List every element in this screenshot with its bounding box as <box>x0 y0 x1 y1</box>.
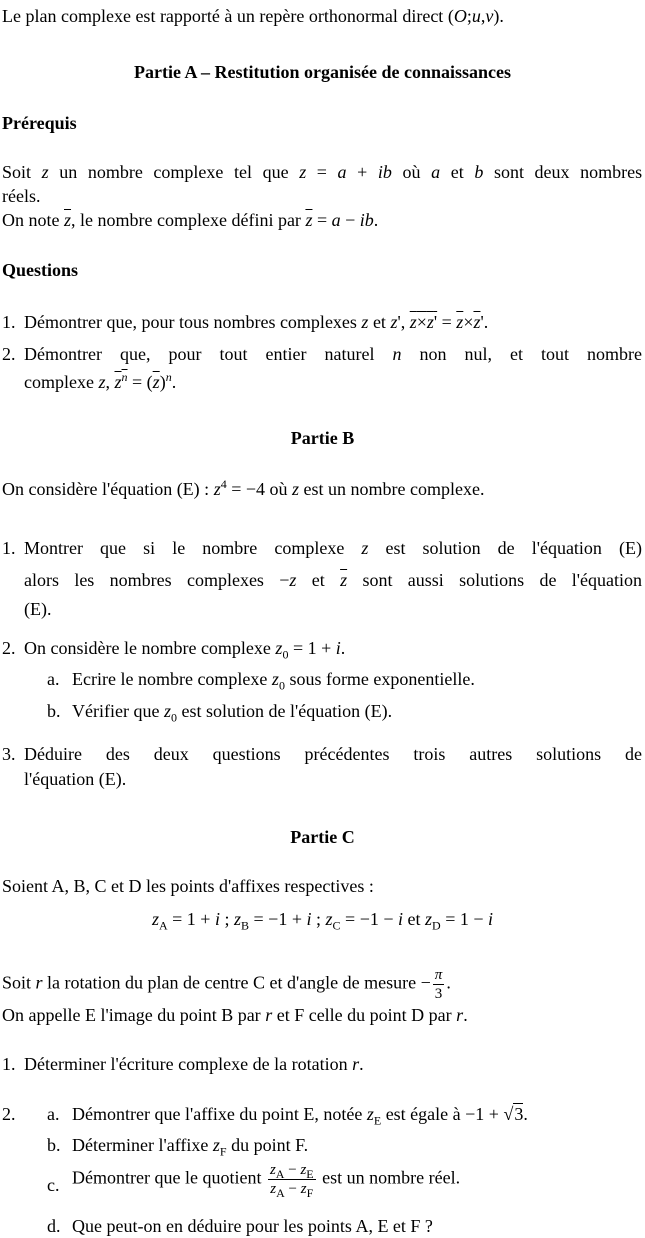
c-image-line: On appelle E l'image du point B par r et F celle du point D par r. <box>2 1005 468 1025</box>
questions-heading: Questions <box>2 260 79 280</box>
intro-frame: (O;u,v). <box>447 6 504 26</box>
b-q1-line3: (E). <box>24 599 52 619</box>
c-q1-number: 1. <box>2 1054 16 1074</box>
c-q1-text: Déterminer l'écriture complexe de la rotation r. <box>24 1054 364 1074</box>
b-q2-text: On considère le nombre complexe $z_0 = 1 + i$. <box>24 638 346 662</box>
b-q3-line2: l'équation (E). <box>24 769 127 789</box>
c-q2d-label: d. <box>47 1216 61 1236</box>
c-q2-number: 2. <box>2 1104 16 1124</box>
part-b-title: Partie B <box>290 428 355 448</box>
b-q1-line2: alors les nombres complexes −z et $\overline{z}$ sont aussi solutions de l'équation <box>24 570 642 590</box>
a-q1-text: Démontrer que, pour tous nombres complexes z et z', $z\times z' = \overline{z}\times\overline{z}'$. <box>24 312 489 332</box>
a-q2-line1: Démontrer que, pour tout entier naturel n non nul, et tout nombre <box>24 344 642 364</box>
c-q2b-label: b. <box>47 1135 61 1155</box>
a-q1-number: 1. <box>2 312 16 332</box>
a-q2-line2: complexe z, $z^n = (\overline{z})^n$. <box>24 370 177 392</box>
b-q3-number: 3. <box>2 744 16 764</box>
b-q2a-text: Ecrire le nombre complexe $z_0$ sous forme exponentielle. <box>72 669 475 693</box>
b-q2b-text: Vérifier que $z_0$ est solution de l'équation (E). <box>72 701 393 725</box>
part-c-title: Partie C <box>290 827 355 847</box>
part-a-title: Partie A – Restitution organisée de connaissances <box>134 62 511 82</box>
c-q2a-text: Démontrer que l'affixe du point E, notée $z_E$ est égale à −1 + √3. <box>72 1104 528 1128</box>
b-q1-number: 1. <box>2 538 16 558</box>
a-q2-number: 2. <box>2 344 16 364</box>
c-q2b-text: Déterminer l'affixe $z_F$ du point F. <box>72 1135 309 1159</box>
intro-line <box>2 4 642 28</box>
c-q2a-label: a. <box>47 1104 60 1124</box>
c-q2d-text: Que peut-on en déduire pour les points A, E et F ? <box>72 1216 433 1236</box>
b-q2-number: 2. <box>2 638 16 658</box>
c-q2c-text: Démontrer que le quotient $\frac{z_A - z_E}{z_A - z_F}$ est un nombre réel. <box>72 1162 461 1200</box>
c-rotation-line: Soit r la rotation du plan de centre C et d'angle de mesure − $\frac{\pi}{3}$ . <box>2 967 451 1002</box>
c-points-line: Soient A, B, C et D les points d'affixes respectives : <box>2 876 374 896</box>
b-q3-line1: Déduire des deux questions précédentes trois autres solutions de <box>24 744 642 764</box>
prereq-line2: réels. <box>2 186 41 206</box>
b-q1-line1: Montrer que si le nombre complexe z est solution de l'équation (E) <box>24 538 642 558</box>
prereq-line1: Soit z un nombre complexe tel que z = a + ib où a et b sont deux nombres <box>2 162 643 182</box>
c-affixes: $z_A = 1 + i$ ; $z_B = -1 + i$ ; $z_C = -1 - i$ et $z_D = 1 - i$ <box>151 909 494 933</box>
prereq-heading: Prérequis <box>2 113 77 133</box>
c-q2c-label: c. <box>47 1175 60 1195</box>
intro-text: Le plan complexe est rapporté à un repère orthonormal direct <box>2 6 444 26</box>
b-equation-line: On considère l'équation (E) : $z^4 = -4$ où z est un nombre complexe. <box>2 477 485 499</box>
b-q2b-label: b. <box>47 701 61 721</box>
b-q2a-label: a. <box>47 669 60 689</box>
prereq-line3: On note $\overline{z}$, le nombre complexe défini par $\overline{z} = a$ − ib. <box>2 210 379 230</box>
